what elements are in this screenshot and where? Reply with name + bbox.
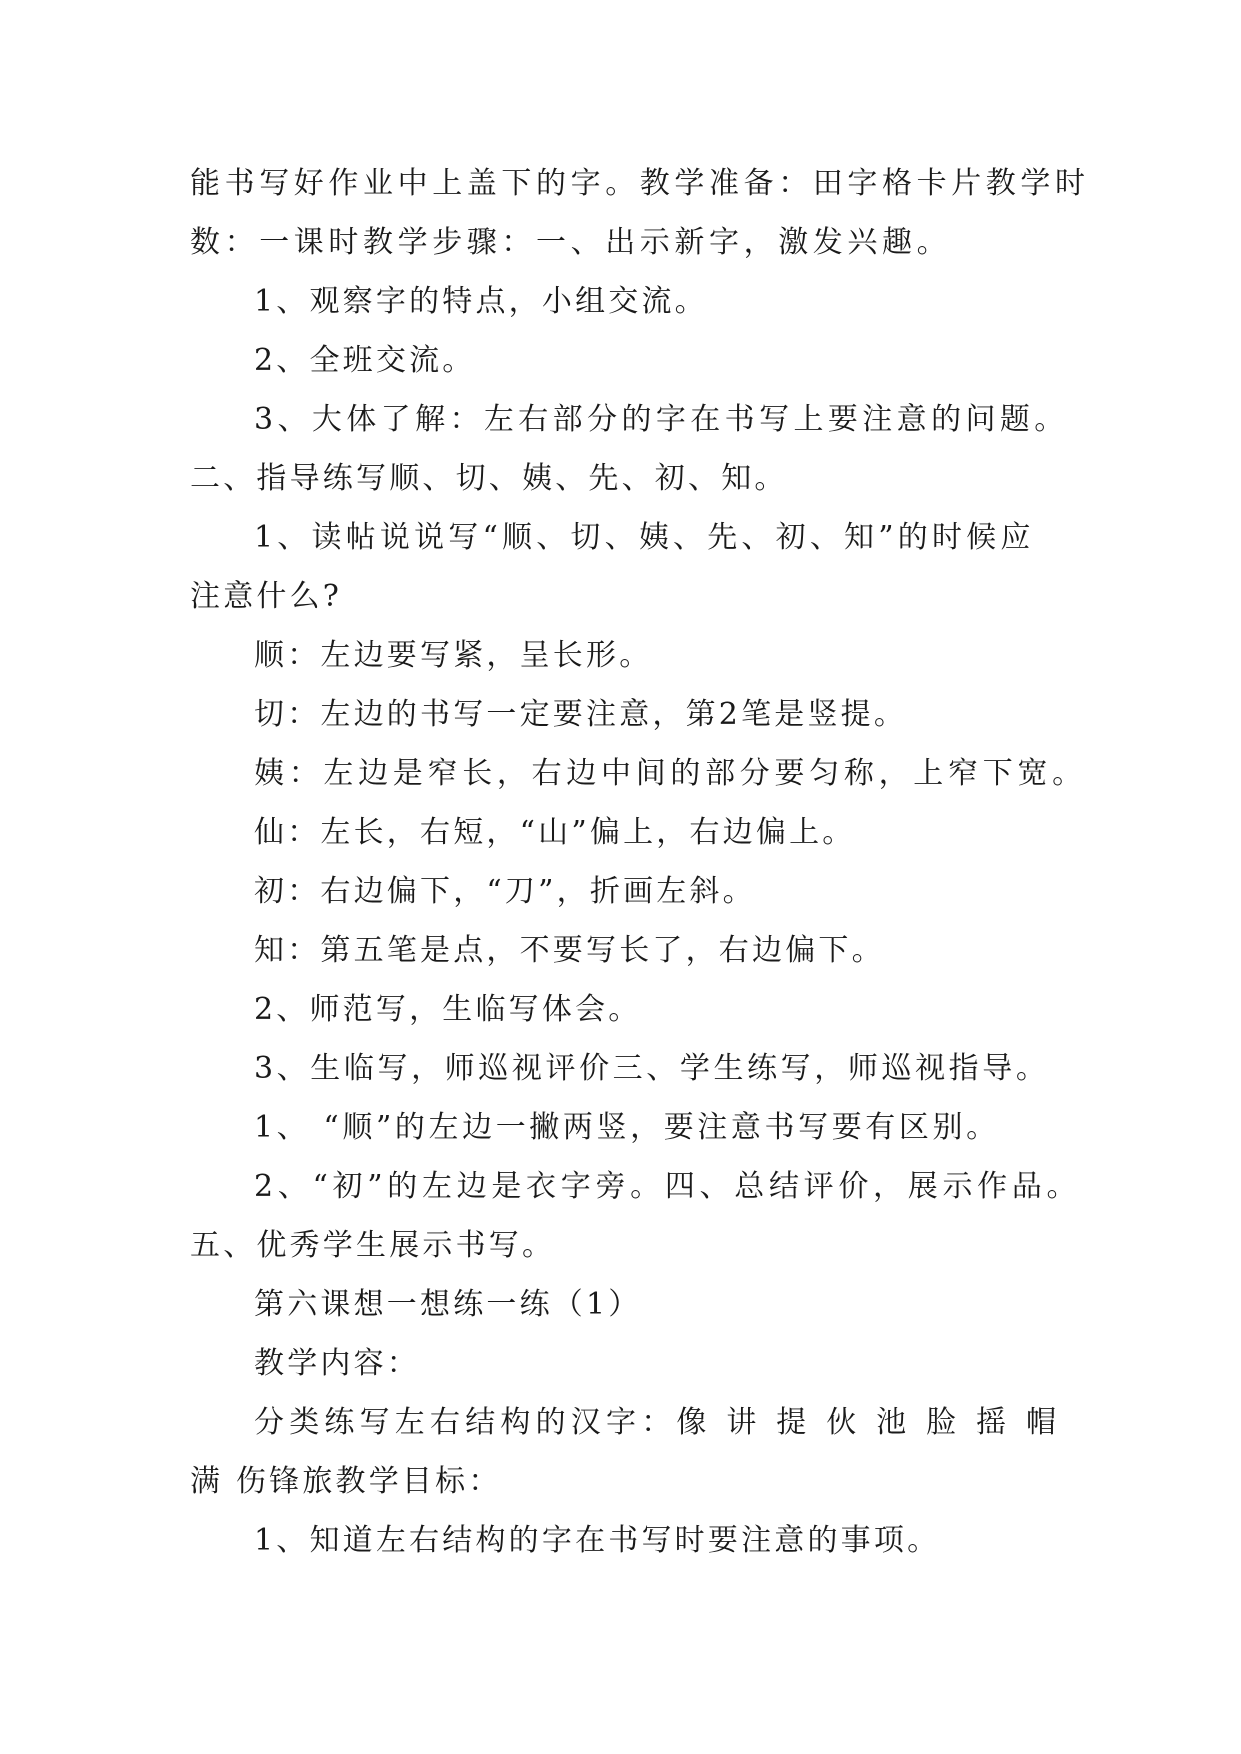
section-heading: 五、优秀学生展示书写。 [190,1228,556,1263]
text-line: 顺：左边要写紧，呈长形。 [254,638,653,673]
text-line: 姨：左边是窄长，右边中间的部分要匀称，上窄下宽。 [254,756,1087,791]
text-line: 满 伤锋旅教学目标： [190,1464,502,1499]
text-line: 2、师范写，生临写体会。 [254,992,642,1027]
text-line: 2、“初”的左边是衣字旁。四、总结评价，展示作品。 [254,1169,1082,1204]
text-line: 仙：左长，右短，“山”偏上，右边偏上。 [254,815,856,850]
text-line: 切：左边的书写一定要注意，第2笔是竖提。 [254,697,908,732]
text-line: 3、生临写，师巡视评价三、学生练写，师巡视指导。 [254,1051,1050,1086]
text-line: 3、大体了解：左右部分的字在书写上要注意的问题。 [254,402,1069,437]
lesson-title: 第六课想一想练一练（1） [254,1287,642,1322]
text-line: 1、观察字的特点，小组交流。 [254,284,708,319]
text-line: 1、知道左右结构的字在书写时要注意的事项。 [254,1523,941,1558]
text-line: 数：一课时教学步骤：一、出示新字，激发兴趣。 [190,225,952,260]
text-line: 知：第五笔是点，不要写长了，右边偏下。 [254,933,885,968]
text-line: 1、 “顺”的左边一撇两竖，要注意书写要有区别。 [254,1110,1000,1145]
text-line: 1、读帖说说写“顺、切、姨、先、初、知”的时候应 [254,520,1035,555]
text-line: 教学内容： [254,1346,420,1381]
text-line: 初：右边偏下，“刀”，折画左斜。 [254,874,756,909]
text-line: 注意什么? [190,579,343,614]
text-line: 2、全班交流。 [254,343,476,378]
section-heading: 二、指导练写顺、切、姨、先、初、知。 [190,461,788,496]
text-line: 分类练写左右结构的汉字：像 讲 提 伙 池 脸 摇 帽 [254,1405,1062,1440]
text-line: 能书写好作业中上盖下的字。教学准备：田字格卡片教学时 [190,166,1090,201]
